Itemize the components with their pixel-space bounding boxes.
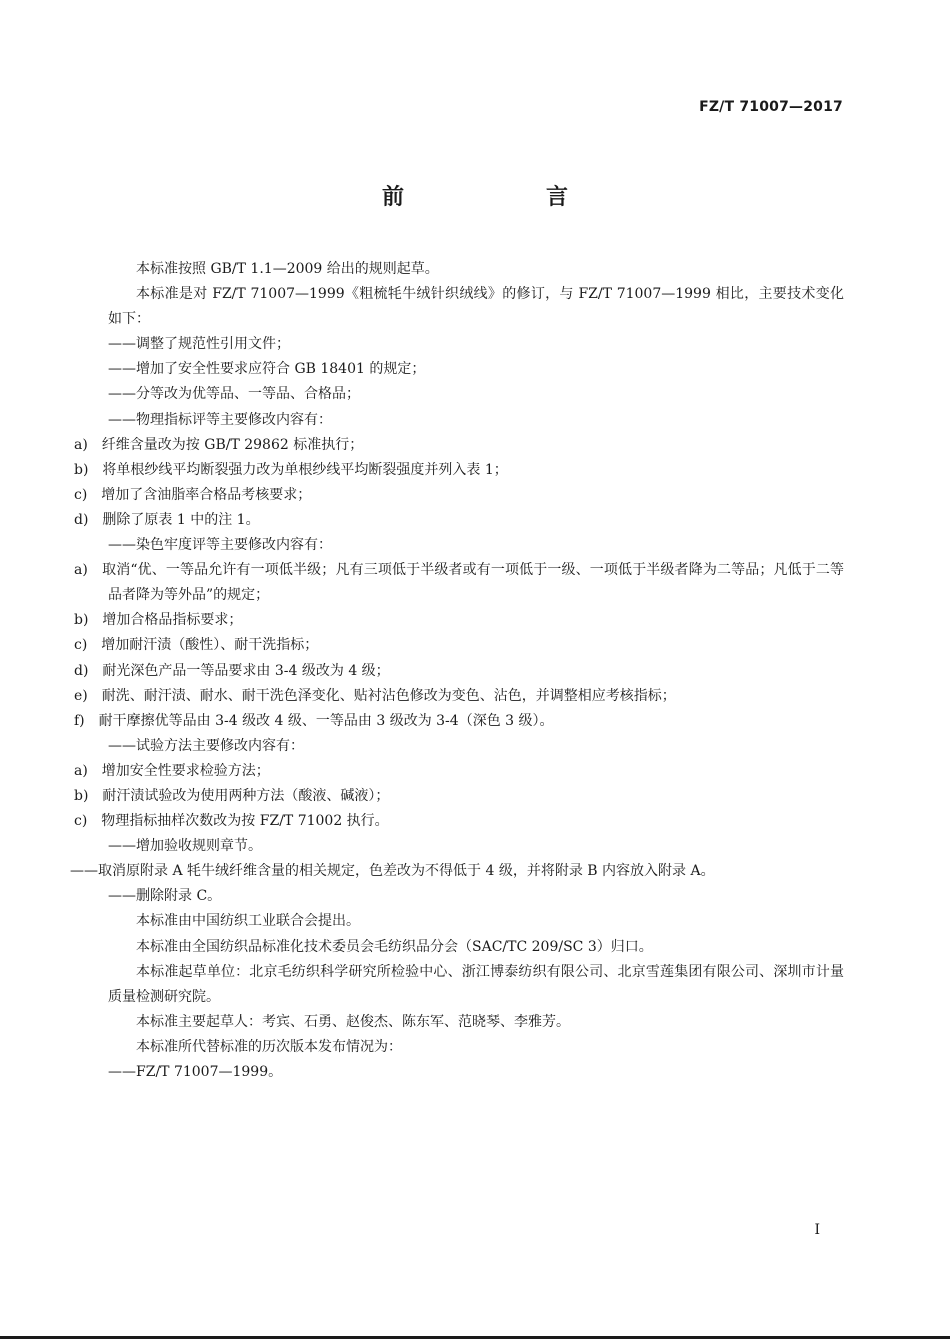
sub-item: c) 增加了含油脂率合格品考核要求； — [74, 486, 312, 503]
dash-item: ——试验方法主要修改内容有： — [108, 737, 304, 754]
paragraph: 本标准按照 GB/T 1.1—2009 给出的规则起草。 — [136, 261, 439, 277]
sub-item: d) 耐光深色产品一等品要求由 3-4 级改为 4 级； — [74, 662, 390, 679]
dash-item: ——FZ/T 71007—1999。 — [108, 1064, 283, 1080]
dash-item: ——增加了安全性要求应符合 GB 18401 的规定； — [108, 361, 426, 378]
paragraph: 本标准由中国纺织工业联合会提出。 — [136, 913, 360, 930]
sub-item: e) 耐洗、耐汗渍、耐水、耐干洗色泽变化、贴衬沾色修改为变色、沾色，并调整相应考核指标； — [74, 687, 676, 704]
dash-item: ——分等改为优等品、一等品、合格品； — [108, 386, 360, 403]
dash-item: ——调整了规范性引用文件； — [108, 336, 290, 353]
dash-item: ——取消原附录 A 牦牛绒纤维含量的相关规定，色差改为不得低于 4 级，并将附录 B 内容放入附录 A。 — [70, 863, 715, 880]
paragraph: 本标准是对 FZ/T 71007—1999《粗梳牦牛绒针织绒线》的修订，与 FZ/T 71007—1999 相比，主要技术变化如下： — [108, 286, 844, 328]
sub-item: c) 物理指标抽样次数改为按 FZ/T 71002 执行。 — [74, 813, 389, 830]
dash-item: ——删除附录 C。 — [108, 888, 222, 905]
bottom-rule — [0, 1336, 950, 1339]
sub-item: f) 耐干摩擦优等品由 3-4 级改 4 级、一等品由 3 级改为 3-4（深色 3 级）。 — [74, 712, 554, 729]
paragraph: 本标准由全国纺织品标准化技术委员会毛纺织品分会（SAC/TC 209/SC 3）归口。 — [136, 938, 653, 955]
sub-item: b) 耐汗渍试验改为使用两种方法（酸液、碱液）； — [74, 787, 390, 804]
sub-item: c) 增加耐汗渍（酸性）、耐干洗指标； — [74, 637, 319, 654]
dash-item: ——物理指标评等主要修改内容有： — [108, 411, 332, 428]
page-title: 前 言 — [381, 185, 628, 210]
sub-item: b) 将单根纱线平均断裂强力改为单根纱线平均断裂强度并列入表 1； — [74, 461, 508, 478]
foreword-body — [70, 257, 844, 1085]
sub-item: a) 纤维含量改为按 GB/T 29862 标准执行； — [74, 436, 364, 453]
sub-item: b) 增加合格品指标要求； — [74, 612, 243, 629]
dash-item: ——增加验收规则章节。 — [108, 838, 262, 855]
paragraph: 本标准起草单位：北京毛纺织科学研究所检验中心、浙江博泰纺织有限公司、北京雪莲集团有限公司、深圳市计量质量检测研究院。 — [108, 963, 844, 1005]
sub-item: d) 删除了原表 1 中的注 1。 — [74, 511, 260, 528]
dash-item: ——染色牢度评等主要修改内容有： — [108, 537, 332, 554]
standard-code: FZ/T 71007—2017 — [699, 99, 843, 115]
paragraph: 本标准主要起草人：考宾、石勇、赵俊杰、陈东军、范晓琴、李雅芳。 — [136, 1013, 570, 1030]
sub-item: a) 取消“优、一等品允许有一项低半级；凡有三项低于半级者或有一项低于一级、一项低于半级者降为二等品；凡低于二等品者降为等外品”的规定； — [74, 562, 844, 604]
sub-item: a) 增加安全性要求检验方法； — [74, 762, 270, 779]
page-number: I — [814, 1222, 820, 1238]
paragraph: 本标准所代替标准的历次版本发布情况为： — [136, 1038, 402, 1055]
